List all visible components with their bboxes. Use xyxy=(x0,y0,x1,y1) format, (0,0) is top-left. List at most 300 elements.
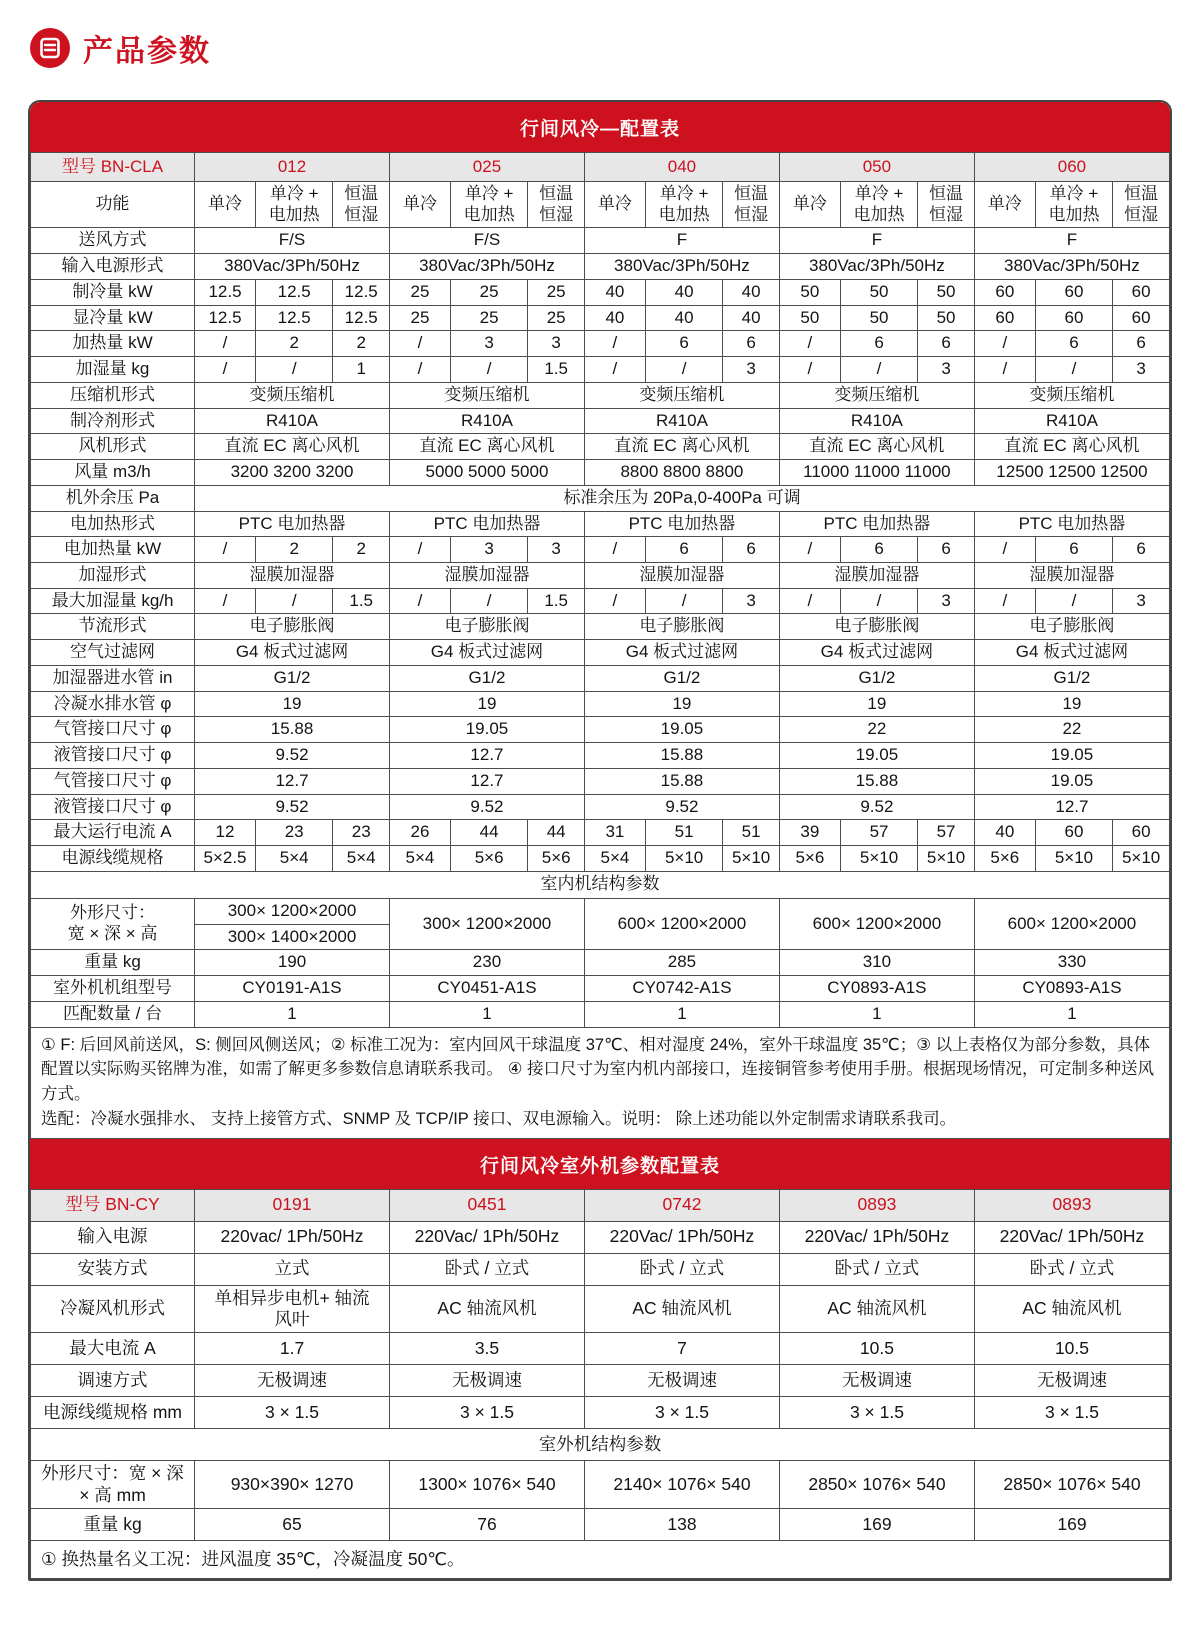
table-cell: 51 xyxy=(645,820,722,846)
table-cell: 湿膜加湿器 xyxy=(779,563,974,589)
table-cell: 600× 1200×2000 xyxy=(584,898,779,949)
table-cell: 25 xyxy=(390,305,451,331)
table-cell: 2 xyxy=(255,537,332,563)
table-cell: 930×390× 1270 xyxy=(195,1461,390,1509)
row-label: 外形尺寸： 宽 × 深 × 高 xyxy=(31,898,195,949)
table-cell: 5×10 xyxy=(723,846,780,872)
outdoor-config-table xyxy=(30,1189,1170,1580)
row-label: 室外机机组型号 xyxy=(31,976,195,1002)
table-cell: 单冷 xyxy=(779,182,840,228)
table-cell: 0191 xyxy=(195,1189,390,1221)
table-cell: 5×6 xyxy=(974,846,1035,872)
table-cell: 0893 xyxy=(779,1189,974,1221)
row-label: 电加热形式 xyxy=(31,511,195,537)
table-cell: 60 xyxy=(1035,820,1112,846)
table-cell: PTC 电加热器 xyxy=(779,511,974,537)
table-cell: 60 xyxy=(1113,820,1170,846)
row-label: 气管接口尺寸 φ xyxy=(31,768,195,794)
table-cell: 60 xyxy=(974,305,1035,331)
table-cell: CY0191-A1S xyxy=(195,976,390,1002)
table-cell: 1.7 xyxy=(195,1333,390,1365)
table-cell: 23 xyxy=(333,820,390,846)
row-label: 输入电源形式 xyxy=(31,254,195,280)
table-cell: 3 xyxy=(528,331,585,357)
row-label: 调速方式 xyxy=(31,1365,195,1397)
table-cell: 12.5 xyxy=(333,305,390,331)
table-cell: 电子膨胀阀 xyxy=(584,614,779,640)
row-label: 空气过滤网 xyxy=(31,640,195,666)
table-cell: G1/2 xyxy=(390,665,585,691)
table-cell: 卧式 / 立式 xyxy=(390,1253,585,1285)
table-cell: R410A xyxy=(195,408,390,434)
table-cell: 40 xyxy=(584,305,645,331)
row-label: 风机形式 xyxy=(31,434,195,460)
table-row xyxy=(31,1365,1170,1397)
table-cell: 19.05 xyxy=(584,717,779,743)
table-cell: CY0451-A1S xyxy=(390,976,585,1002)
table-cell: / xyxy=(584,588,645,614)
table-cell: 380Vac/3Ph/50Hz xyxy=(390,254,585,280)
table-cell: 220vac/ 1Ph/50Hz xyxy=(195,1221,390,1253)
table-cell: 2140× 1076× 540 xyxy=(584,1461,779,1509)
table-cell: 5×6 xyxy=(528,846,585,872)
table-cell: 2850× 1076× 540 xyxy=(779,1461,974,1509)
notes-cell: ① 换热量名义工况：进风温度 35℃，冷凝温度 50℃。 xyxy=(31,1540,1170,1578)
table-cell: / xyxy=(779,357,840,383)
table-cell: R410A xyxy=(584,408,779,434)
table-cell: 3 xyxy=(1113,357,1170,383)
table-row xyxy=(31,588,1170,614)
table-cell: 1 xyxy=(390,1001,585,1027)
table-cell: / xyxy=(584,357,645,383)
table-cell: 3 × 1.5 xyxy=(779,1397,974,1429)
table-cell: 2850× 1076× 540 xyxy=(974,1461,1169,1509)
table-cell: 050 xyxy=(779,153,974,182)
table-cell: 5×2.5 xyxy=(195,846,256,872)
table-cell: 恒温 恒湿 xyxy=(723,182,780,228)
table-cell: 39 xyxy=(779,820,840,846)
table-cell: 3 xyxy=(528,537,585,563)
table-row xyxy=(31,228,1170,254)
table-row xyxy=(31,382,1170,408)
indoor-config-table xyxy=(30,152,1170,1139)
section-header-cell: 室外机结构参数 xyxy=(31,1429,1170,1461)
table-cell: 25 xyxy=(390,279,451,305)
table-cell: 3 × 1.5 xyxy=(195,1397,390,1429)
table-cell: 1.5 xyxy=(333,588,390,614)
table-cell: 50 xyxy=(779,305,840,331)
table-cell: 12 xyxy=(195,820,256,846)
table-cell: 单冷 + 电加热 xyxy=(840,182,917,228)
table-cell: 19.05 xyxy=(974,768,1169,794)
table-cell: 3 xyxy=(450,537,527,563)
table-cell: 25 xyxy=(528,305,585,331)
table-cell: 卧式 / 立式 xyxy=(584,1253,779,1285)
table-cell: 5×10 xyxy=(840,846,917,872)
table-row xyxy=(31,153,1170,182)
table-cell: 变频压缩机 xyxy=(779,382,974,408)
table-cell: CY0893-A1S xyxy=(779,976,974,1002)
table-cell: 44 xyxy=(528,820,585,846)
row-label: 外形尺寸：宽 × 深 × 高 mm xyxy=(31,1461,195,1509)
table-cell: 3 × 1.5 xyxy=(974,1397,1169,1429)
table-cell: 025 xyxy=(390,153,585,182)
table-cell: 6 xyxy=(918,331,975,357)
table-cell: 15.88 xyxy=(779,768,974,794)
table-cell: 600× 1200×2000 xyxy=(974,898,1169,949)
table-cell: 600× 1200×2000 xyxy=(779,898,974,949)
table-cell: 无极调速 xyxy=(584,1365,779,1397)
table-cell: / xyxy=(390,331,451,357)
table-cell: 60 xyxy=(1035,279,1112,305)
table-row xyxy=(31,331,1170,357)
table-cell: / xyxy=(450,588,527,614)
table-cell: 3 × 1.5 xyxy=(390,1397,585,1429)
table-cell: R410A xyxy=(779,408,974,434)
table-cell: 直流 EC 离心风机 xyxy=(974,434,1169,460)
table-cell: / xyxy=(779,331,840,357)
table-cell: 50 xyxy=(840,305,917,331)
table-cell: G4 板式过滤网 xyxy=(195,640,390,666)
table-cell: 立式 xyxy=(195,1253,390,1285)
table-cell: 6 xyxy=(645,537,722,563)
indoor-config-table-body xyxy=(31,153,1170,1139)
row-label: 加湿形式 xyxy=(31,563,195,589)
row-label: 节流形式 xyxy=(31,614,195,640)
table-cell: 310 xyxy=(779,950,974,976)
table-row xyxy=(31,1001,1170,1027)
table-row xyxy=(31,1429,1170,1461)
table-row xyxy=(31,1508,1170,1540)
table-row xyxy=(31,254,1170,280)
table-cell: 3.5 xyxy=(390,1333,585,1365)
table-cell: 5×10 xyxy=(1113,846,1170,872)
table-row xyxy=(31,485,1170,511)
table-cell: / xyxy=(779,537,840,563)
product-params-icon xyxy=(30,28,70,68)
table-cell: 3 xyxy=(723,588,780,614)
table-cell: R410A xyxy=(390,408,585,434)
table-cell: 3 xyxy=(918,588,975,614)
table-row xyxy=(31,1333,1170,1365)
table-cell: G4 板式过滤网 xyxy=(779,640,974,666)
table-cell: 3 × 1.5 xyxy=(584,1397,779,1429)
table-row xyxy=(31,898,1170,924)
table-cell: 单相异步电机+ 轴流 风叶 xyxy=(195,1285,390,1333)
table-cell: 5×10 xyxy=(918,846,975,872)
row-label: 输入电源 xyxy=(31,1221,195,1253)
table-cell: 76 xyxy=(390,1508,585,1540)
table-cell: 1.5 xyxy=(528,588,585,614)
table-cell: 50 xyxy=(779,279,840,305)
table-cell: 138 xyxy=(584,1508,779,1540)
table-cell: / xyxy=(390,537,451,563)
table-cell: 变频压缩机 xyxy=(584,382,779,408)
table-cell: 6 xyxy=(918,537,975,563)
table-cell: G4 板式过滤网 xyxy=(390,640,585,666)
table-row xyxy=(31,768,1170,794)
row-label: 气管接口尺寸 φ xyxy=(31,717,195,743)
table-cell: 12.7 xyxy=(390,768,585,794)
table-cell: 51 xyxy=(723,820,780,846)
table-row xyxy=(31,434,1170,460)
table-cell: 6 xyxy=(1113,331,1170,357)
table-cell: 湿膜加湿器 xyxy=(584,563,779,589)
table-cell: 19 xyxy=(974,691,1169,717)
table-cell: 50 xyxy=(918,279,975,305)
table-cell: 0742 xyxy=(584,1189,779,1221)
table-cell: / xyxy=(840,588,917,614)
table-cell: 380Vac/3Ph/50Hz xyxy=(584,254,779,280)
table-cell: 300× 1400×2000 xyxy=(195,924,390,950)
table-cell: G1/2 xyxy=(974,665,1169,691)
table-cell: / xyxy=(255,357,332,383)
table-cell: 单冷 + 电加热 xyxy=(450,182,527,228)
row-label: 最大电流 A xyxy=(31,1333,195,1365)
outdoor-table-header: 行间风冷室外机参数配置表 xyxy=(30,1139,1170,1189)
table-cell: 电子膨胀阀 xyxy=(974,614,1169,640)
table-cell: 6 xyxy=(723,331,780,357)
table-cell: 22 xyxy=(974,717,1169,743)
row-label: 最大加湿量 kg/h xyxy=(31,588,195,614)
table-cell: 1.5 xyxy=(528,357,585,383)
row-label: 型号 BN-CY xyxy=(31,1189,195,1221)
table-cell: 6 xyxy=(1035,537,1112,563)
table-cell: / xyxy=(645,588,722,614)
table-row xyxy=(31,950,1170,976)
table-cell: 7 xyxy=(584,1333,779,1365)
table-cell: PTC 电加热器 xyxy=(390,511,585,537)
table-cell: F xyxy=(584,228,779,254)
table-cell: 65 xyxy=(195,1508,390,1540)
table-cell: 3 xyxy=(450,331,527,357)
table-cell: 11000 11000 11000 xyxy=(779,460,974,486)
table-row xyxy=(31,717,1170,743)
table-cell: 直流 EC 离心风机 xyxy=(390,434,585,460)
table-cell: 9.52 xyxy=(195,743,390,769)
table-cell: 380Vac/3Ph/50Hz xyxy=(974,254,1169,280)
table-cell: 恒温 恒湿 xyxy=(1113,182,1170,228)
table-row xyxy=(31,976,1170,1002)
table-cell: / xyxy=(645,357,722,383)
table-cell: 220Vac/ 1Ph/50Hz xyxy=(584,1221,779,1253)
row-label: 送风方式 xyxy=(31,228,195,254)
row-label: 液管接口尺寸 φ xyxy=(31,743,195,769)
table-cell: 湿膜加湿器 xyxy=(195,563,390,589)
table-cell: 电子膨胀阀 xyxy=(195,614,390,640)
table-row xyxy=(31,1397,1170,1429)
table-cell: 6 xyxy=(840,331,917,357)
table-cell: 40 xyxy=(723,279,780,305)
table-cell: / xyxy=(779,588,840,614)
table-cell: / xyxy=(974,588,1035,614)
table-cell: 无极调速 xyxy=(779,1365,974,1397)
table-cell: / xyxy=(195,357,256,383)
table-cell: F/S xyxy=(390,228,585,254)
table-cell: 12.5 xyxy=(333,279,390,305)
table-cell: 0893 xyxy=(974,1189,1169,1221)
table-row xyxy=(31,1189,1170,1221)
table-cell: 直流 EC 离心风机 xyxy=(584,434,779,460)
table-cell: G1/2 xyxy=(584,665,779,691)
table-cell: / xyxy=(974,537,1035,563)
table-cell: 15.88 xyxy=(195,717,390,743)
table-cell: 12.7 xyxy=(974,794,1169,820)
table-row xyxy=(31,1221,1170,1253)
table-row xyxy=(31,1461,1170,1509)
table-cell: 湿膜加湿器 xyxy=(974,563,1169,589)
table-row xyxy=(31,511,1170,537)
row-label: 电加热量 kW xyxy=(31,537,195,563)
table-cell: 5×4 xyxy=(333,846,390,872)
table-cell: 330 xyxy=(974,950,1169,976)
table-cell: CY0742-A1S xyxy=(584,976,779,1002)
table-row xyxy=(31,279,1170,305)
table-cell: 19 xyxy=(584,691,779,717)
table-cell: 40 xyxy=(723,305,780,331)
table-row xyxy=(31,408,1170,434)
table-cell: 9.52 xyxy=(390,794,585,820)
table-row xyxy=(31,563,1170,589)
table-cell: 单冷 + 电加热 xyxy=(1035,182,1112,228)
table-cell: PTC 电加热器 xyxy=(195,511,390,537)
outdoor-config-table-body xyxy=(31,1189,1170,1579)
table-cell: 10.5 xyxy=(974,1333,1169,1365)
table-cell: 285 xyxy=(584,950,779,976)
table-row xyxy=(31,640,1170,666)
table-cell: 9.52 xyxy=(195,794,390,820)
row-label: 电源线缆规格 xyxy=(31,846,195,872)
table-cell: 6 xyxy=(1035,331,1112,357)
table-row xyxy=(31,305,1170,331)
table-cell: F xyxy=(974,228,1169,254)
table-cell: 220Vac/ 1Ph/50Hz xyxy=(779,1221,974,1253)
table-cell: 8800 8800 8800 xyxy=(584,460,779,486)
table-cell: 12.5 xyxy=(195,279,256,305)
row-label: 风量 m3/h xyxy=(31,460,195,486)
row-label: 机外余压 Pa xyxy=(31,485,195,511)
row-label: 制冷量 kW xyxy=(31,279,195,305)
table-cell: / xyxy=(255,588,332,614)
table-row xyxy=(31,182,1170,228)
table-cell: AC 轴流风机 xyxy=(390,1285,585,1333)
table-cell: 40 xyxy=(645,305,722,331)
table-cell: / xyxy=(584,331,645,357)
table-cell: 44 xyxy=(450,820,527,846)
table-cell: 变频压缩机 xyxy=(390,382,585,408)
table-cell: G1/2 xyxy=(779,665,974,691)
table-cell: / xyxy=(974,357,1035,383)
table-cell: 湿膜加湿器 xyxy=(390,563,585,589)
table-row xyxy=(31,794,1170,820)
table-cell: AC 轴流风机 xyxy=(974,1285,1169,1333)
table-cell: 169 xyxy=(779,1508,974,1540)
row-label: 液管接口尺寸 φ xyxy=(31,794,195,820)
table-cell: 3 xyxy=(723,357,780,383)
table-cell: 单冷 xyxy=(584,182,645,228)
table-cell: 25 xyxy=(450,305,527,331)
table-cell: 12.7 xyxy=(390,743,585,769)
table-cell: / xyxy=(390,588,451,614)
table-cell: 5×6 xyxy=(450,846,527,872)
table-cell: 012 xyxy=(195,153,390,182)
table-row xyxy=(31,846,1170,872)
row-label: 重量 kg xyxy=(31,950,195,976)
table-row xyxy=(31,460,1170,486)
table-cell: 卧式 / 立式 xyxy=(974,1253,1169,1285)
table-cell: 25 xyxy=(450,279,527,305)
table-cell: G1/2 xyxy=(195,665,390,691)
table-cell: F/S xyxy=(195,228,390,254)
row-label: 冷凝风机形式 xyxy=(31,1285,195,1333)
table-row xyxy=(31,537,1170,563)
row-label: 匹配数量 / 台 xyxy=(31,1001,195,1027)
table-row xyxy=(31,871,1170,898)
table-cell: 2 xyxy=(333,331,390,357)
table-cell: 40 xyxy=(584,279,645,305)
row-label: 加湿量 kg xyxy=(31,357,195,383)
table-cell: / xyxy=(390,357,451,383)
table-cell: 6 xyxy=(645,331,722,357)
row-label: 重量 kg xyxy=(31,1508,195,1540)
table-cell: 040 xyxy=(584,153,779,182)
table-cell: 23 xyxy=(255,820,332,846)
table-cell: 50 xyxy=(918,305,975,331)
table-cell: / xyxy=(450,357,527,383)
table-cell: 380Vac/3Ph/50Hz xyxy=(195,254,390,280)
table-cell: AC 轴流风机 xyxy=(779,1285,974,1333)
table-cell: 220Vac/ 1Ph/50Hz xyxy=(974,1221,1169,1253)
table-cell: 恒温 恒湿 xyxy=(528,182,585,228)
table-cell: CY0893-A1S xyxy=(974,976,1169,1002)
table-cell: / xyxy=(974,331,1035,357)
table-cell: 单冷 xyxy=(974,182,1035,228)
table-row xyxy=(31,743,1170,769)
table-cell: 380Vac/3Ph/50Hz xyxy=(779,254,974,280)
table-cell: 单冷 + 电加热 xyxy=(255,182,332,228)
table-cell: 19.05 xyxy=(779,743,974,769)
table-row xyxy=(31,1027,1170,1138)
table-cell: 无极调速 xyxy=(974,1365,1169,1397)
table-cell: 电子膨胀阀 xyxy=(779,614,974,640)
table-cell: 169 xyxy=(974,1508,1169,1540)
table-row xyxy=(31,820,1170,846)
table-cell: 60 xyxy=(1113,305,1170,331)
table-cell: G4 板式过滤网 xyxy=(974,640,1169,666)
notes-cell: ① F: 后回风前送风，S: 侧回风侧送风；② 标准工况为：室内回风干球温度 37℃、相对湿度 24%，室外干球温度 35℃；③ 以上表格仅为部分参数，具体配置以实际购买铭牌为准，如需了解更多参数信息请联系我司。 ④ 接口尺寸为室内机内部接口，连接铜管参考使用手册。根据现场情况，可定制多种送风方式。 选配：冷凝水强排水、 支持上接管方式、SNMP 及 TCP/IP 接口、双电源输入。说明： 除上述功能以外定制需求请联系我司。 xyxy=(31,1027,1170,1138)
table-row xyxy=(31,614,1170,640)
table-cell: / xyxy=(1035,357,1112,383)
table-cell: 直流 EC 离心风机 xyxy=(195,434,390,460)
table-cell: 变频压缩机 xyxy=(195,382,390,408)
row-label: 最大运行电流 A xyxy=(31,820,195,846)
table-cell: 单冷 xyxy=(195,182,256,228)
table-cell: / xyxy=(1035,588,1112,614)
table-cell: 31 xyxy=(584,820,645,846)
table-cell: 无极调速 xyxy=(390,1365,585,1397)
indoor-table-header: 行间风冷—配置表 xyxy=(30,102,1170,152)
table-cell: 60 xyxy=(1113,279,1170,305)
table-cell: 2 xyxy=(255,331,332,357)
table-cell: 19.05 xyxy=(390,717,585,743)
table-cell: 19 xyxy=(195,691,390,717)
table-cell: 12.5 xyxy=(255,305,332,331)
table-cell: R410A xyxy=(974,408,1169,434)
table-cell: / xyxy=(584,537,645,563)
table-cell: 1 xyxy=(333,357,390,383)
page-title: 产品参数 xyxy=(83,35,211,68)
table-cell: 3200 3200 3200 xyxy=(195,460,390,486)
